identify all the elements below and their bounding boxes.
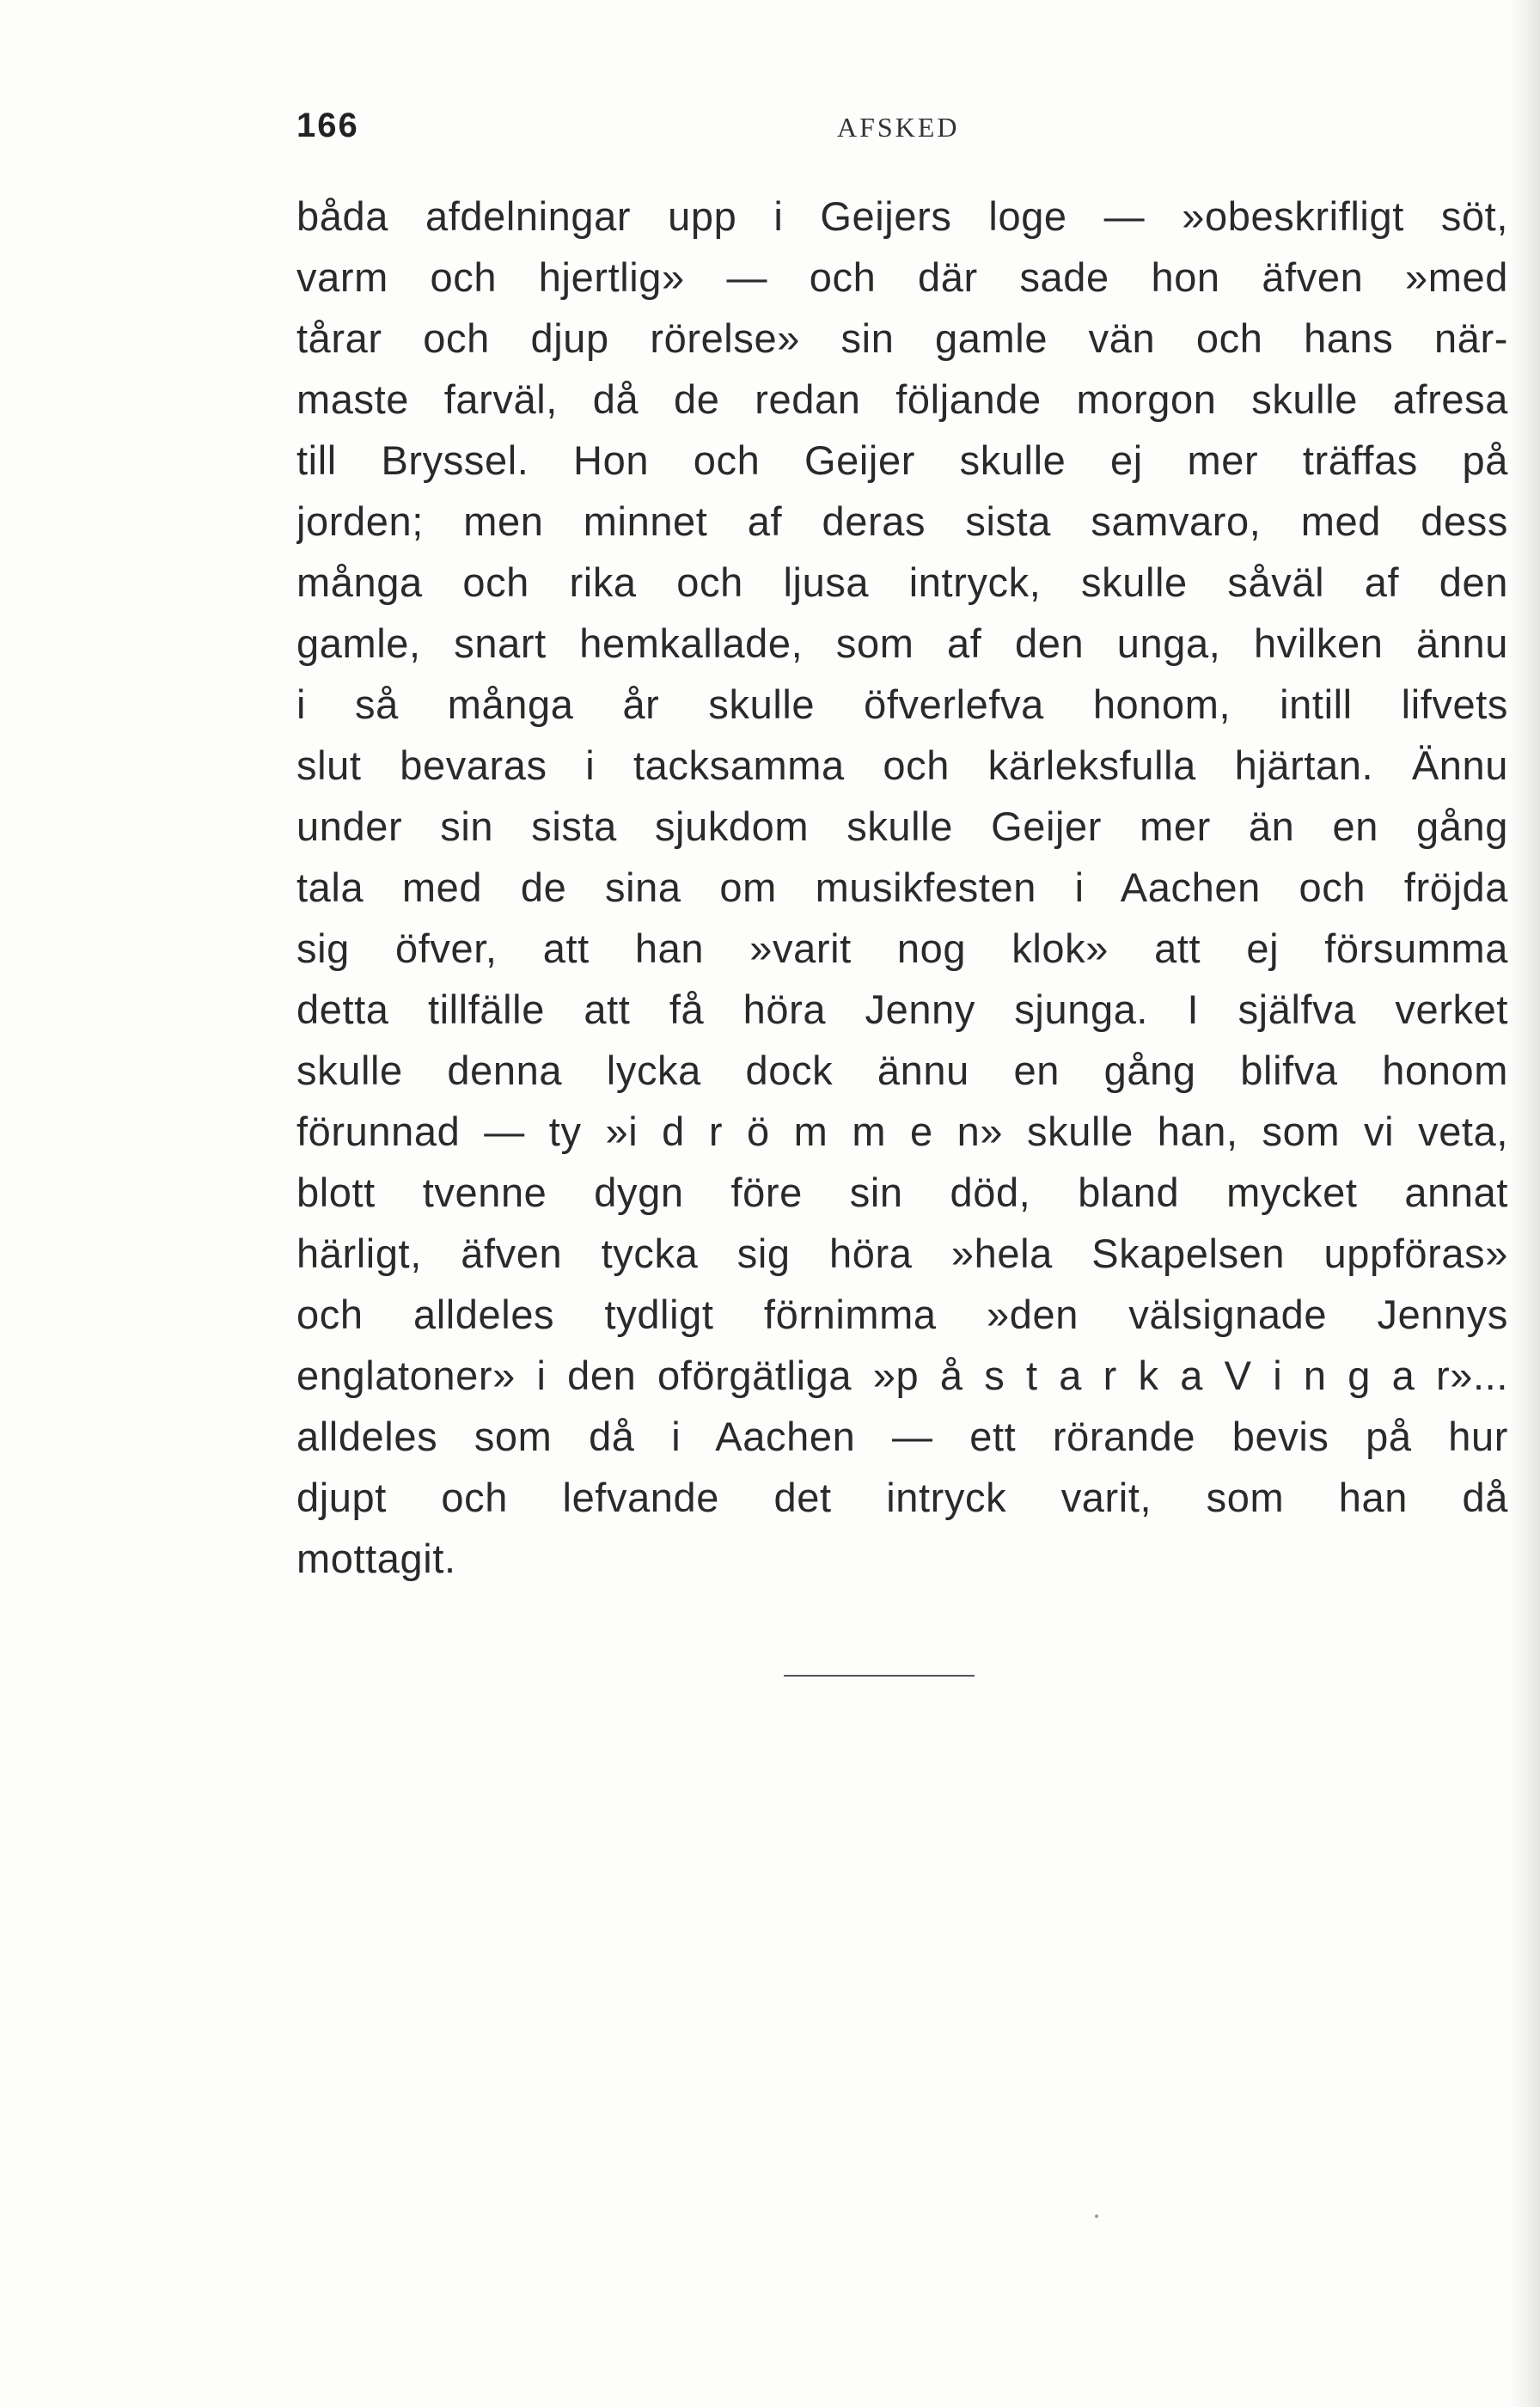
text-line: under sin sista sjukdom skulle Geijer mer än en gång xyxy=(296,803,1508,849)
text-line: många och rika och ljusa intryck, skulle såväl af den xyxy=(296,559,1508,605)
running-title: AFSKED xyxy=(837,112,960,143)
text-line: gamle, snart hemkallade, som af den unga, hvilken ännu xyxy=(296,620,1508,666)
text-line: förunnad — ty »i d r ö m m e n» skulle han, som vi veta, xyxy=(296,1109,1508,1154)
text-line: sig öfver, att han »varit nog klok» att ej försumma xyxy=(296,926,1508,971)
text-line: englatoner» i den oförgätliga »p å s t a r k a V i n g a r»... xyxy=(296,1353,1508,1398)
text-line: härligt, äfven tycka sig höra »hela Skapelsen uppföras» xyxy=(296,1231,1508,1276)
page-number: 166 xyxy=(296,107,359,144)
text-line: blott tvenne dygn före sin död, bland mycket annat xyxy=(296,1170,1508,1215)
text-line: tala med de sina om musikfesten i Aachen och fröjda xyxy=(296,864,1508,910)
text-line: maste farväl, då de redan följande morgon skulle afresa xyxy=(296,376,1508,422)
text-line: till Bryssel. Hon och Geijer skulle ej mer träffas på xyxy=(296,437,1508,483)
text-line: skulle denna lycka dock ännu en gång blifva honom xyxy=(296,1048,1508,1093)
text-line: djupt och lefvande det intryck varit, som han då xyxy=(296,1475,1508,1520)
text-line: och alldeles tydligt förnimma »den välsignade Jennys xyxy=(296,1292,1508,1337)
text-line: varm och hjertlig» — och där sade hon äfven »med xyxy=(296,254,1508,300)
paper-speck xyxy=(1095,2215,1098,2218)
text-line: slut bevaras i tacksamma och kärleksfulla hjärtan. Ännu xyxy=(296,742,1508,788)
text-line: i så många år skulle öfverlefva honom, intill lifvets xyxy=(296,681,1508,727)
body-paragraph xyxy=(296,186,1508,1589)
text-line-last: mottagit. xyxy=(296,1536,456,1581)
text-line: båda afdelningar upp i Geijers loge — »obeskrifligt söt, xyxy=(296,193,1508,239)
text-line: jorden; men minnet af deras sista samvaro, med dess xyxy=(296,498,1508,544)
text-line: alldeles som då i Aachen — ett rörande bevis på hur xyxy=(296,1414,1508,1459)
section-end-rule xyxy=(784,1675,975,1677)
text-line: tårar och djup rörelse» sin gamle vän och hans när- xyxy=(296,315,1508,361)
text-line: detta tillfälle att få höra Jenny sjunga. I själfva verket xyxy=(296,987,1508,1032)
binding-shadow xyxy=(1509,0,1540,2407)
